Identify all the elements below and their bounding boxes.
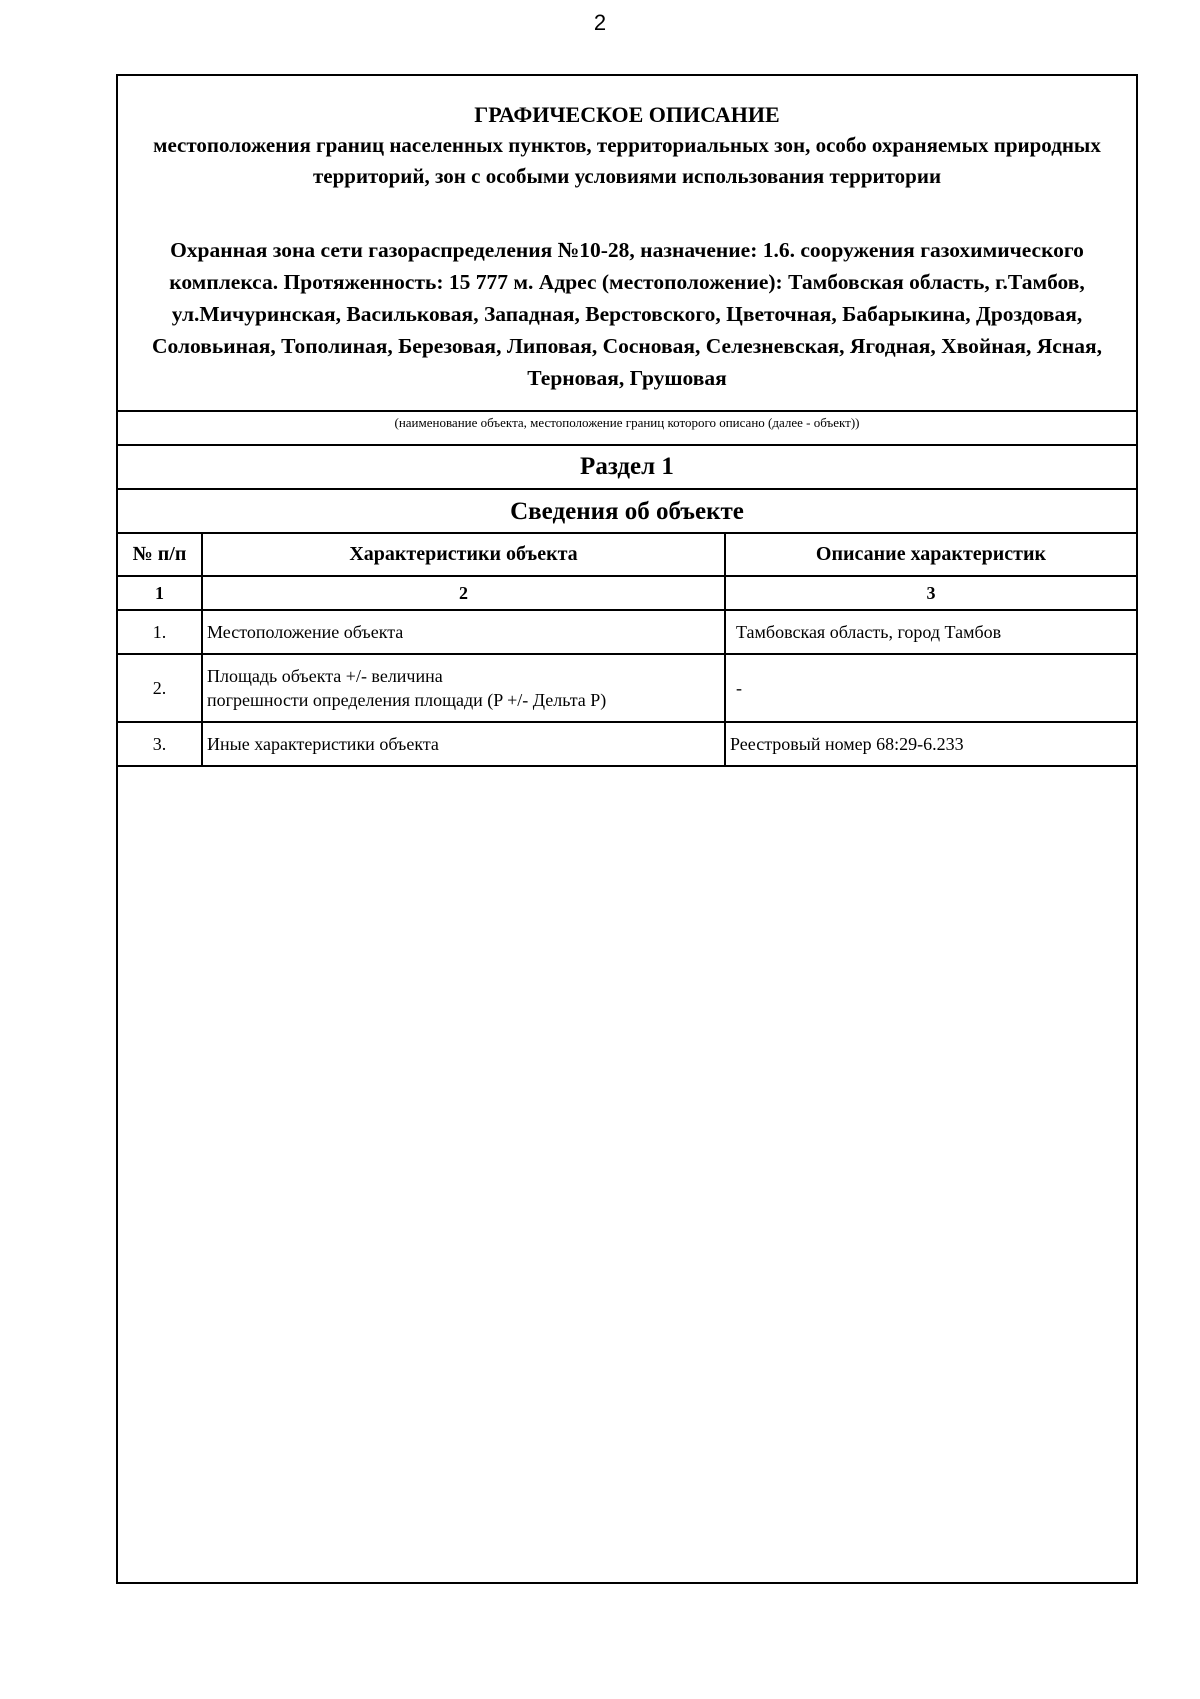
row-characteristic: Иные характеристики объекта [202, 722, 725, 766]
column-number-row [118, 576, 1136, 610]
row-number: 3. [118, 722, 202, 766]
row-description: - [725, 654, 1136, 722]
row-number: 1. [118, 610, 202, 654]
header-characteristic: Характеристики объекта [202, 534, 725, 576]
row-characteristic-line: Площадь объекта +/- величина [207, 666, 443, 686]
column-number: 2 [202, 576, 725, 610]
row-characteristic [202, 654, 725, 722]
document-title: ГРАФИЧЕСКОЕ ОПИСАНИЕ [474, 102, 780, 127]
object-caption: (наименование объекта, местоположение границ которого описано (далее - объект)) [394, 415, 860, 430]
table-header-row [118, 534, 1136, 576]
column-number: 1 [118, 576, 202, 610]
page-number: 2 [593, 10, 607, 35]
document-header [118, 76, 1136, 412]
object-name: Охранная зона сети газораспределения №10-28, назначение: 1.6. сооружения газохимического комплекса. Протяженность: 15 777 м. Адрес (местоположение): Тамбовская область, г.Тамбов, ул.Мичуринская, Васильковая, Западная, Верстовского, Цветочная, Бабарыкина, Дроздовая, Соловьиная, Тополиная, Березовая, Липовая, Сосновая, Селезневская, Ягодная, Хвойная, Ясная, Терновая, Грушовая [151, 238, 1102, 390]
row-description: Реестровый номер 68:29-6.233 [725, 722, 1136, 766]
header-description: Описание характеристик [725, 534, 1136, 576]
document-subtitle: местоположения границ населенных пунктов, территориальных зон, особо охраняемых природных территорий, зон с особыми условиями использования территории [153, 133, 1101, 188]
table-row [118, 722, 1136, 766]
row-characteristic-line: погрешности определения площади (P +/- Дельта P) [207, 690, 607, 710]
row-characteristic: Местоположение объекта [202, 610, 725, 654]
object-info-table [118, 534, 1136, 767]
row-description: Тамбовская область, город Тамбов [725, 610, 1136, 654]
section-subtitle: Сведения об объекте [510, 498, 744, 525]
document-frame [116, 74, 1138, 1584]
table-row [118, 610, 1136, 654]
column-number: 3 [725, 576, 1136, 610]
row-number: 2. [118, 654, 202, 722]
table-row [118, 654, 1136, 722]
header-number: № п/п [118, 534, 202, 576]
section-title: Раздел 1 [580, 453, 674, 480]
